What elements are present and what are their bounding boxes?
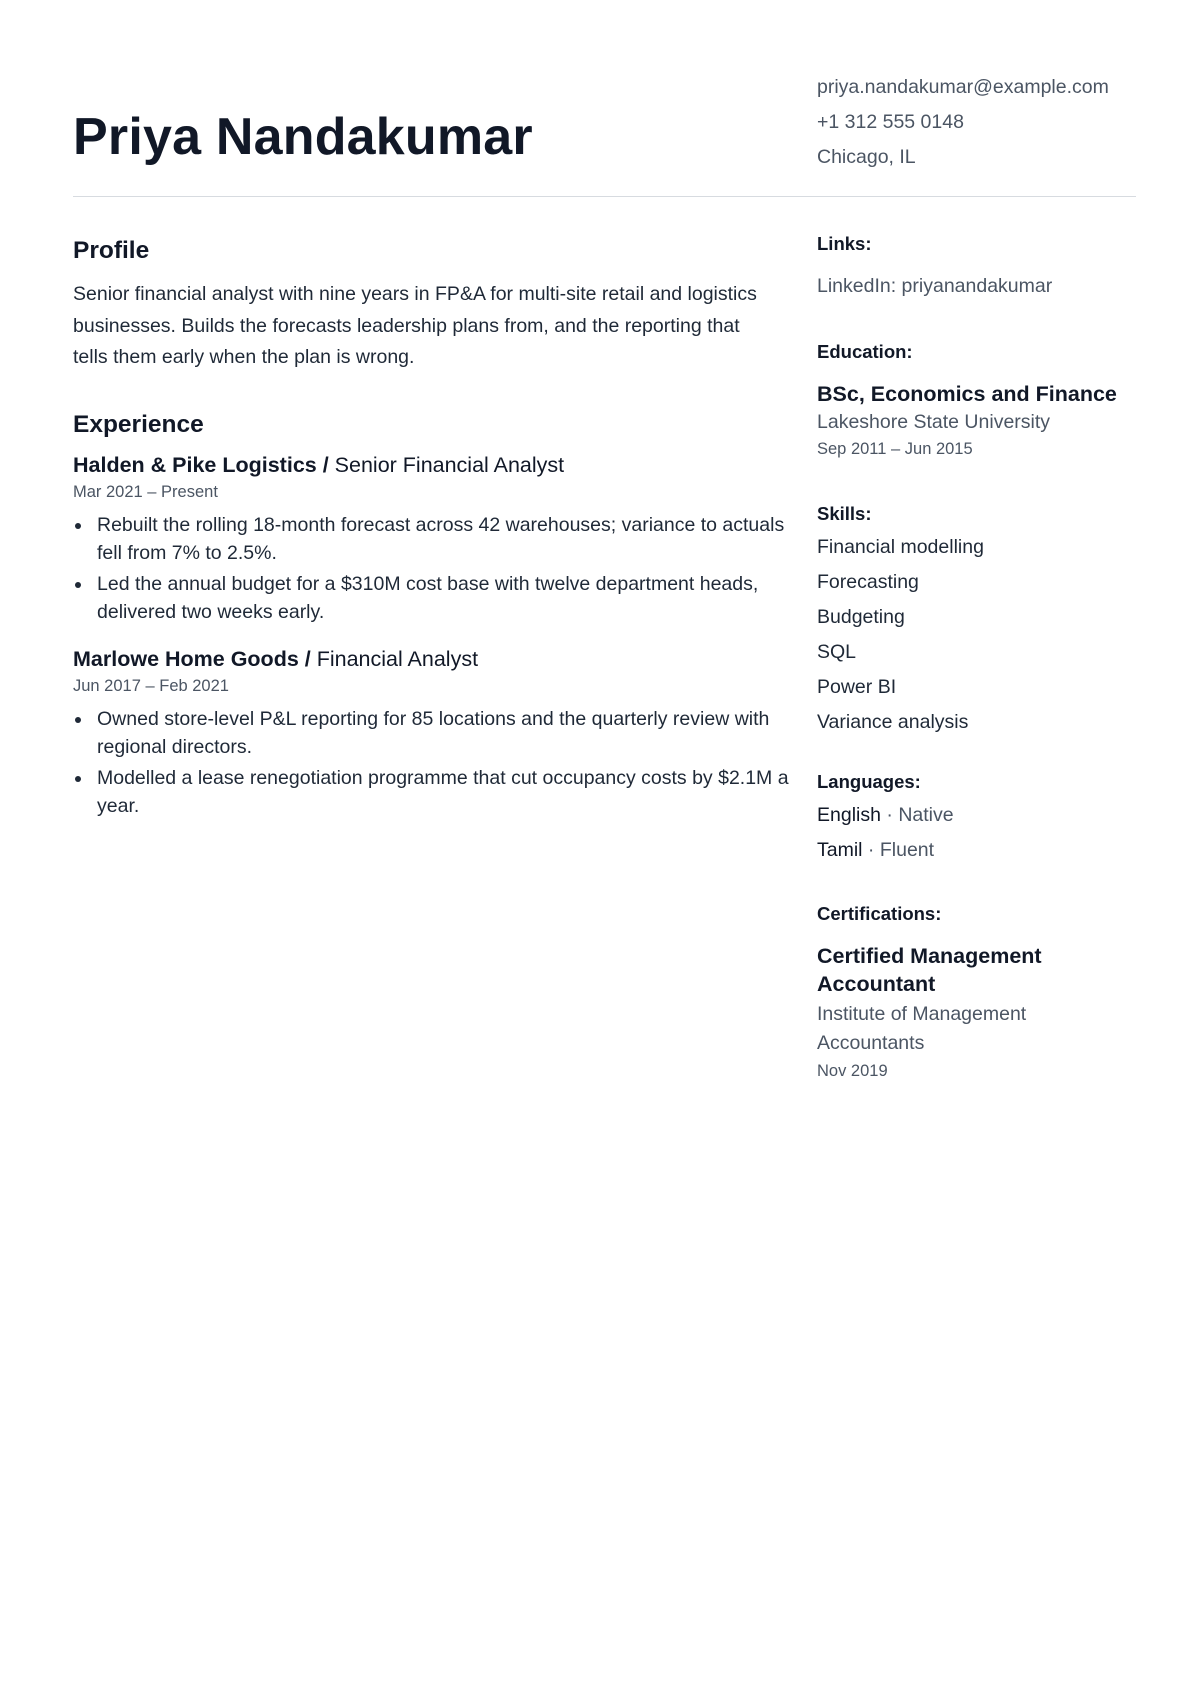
language-separator: · [880, 804, 899, 826]
language-level: Native [898, 804, 954, 826]
certifications-section [817, 900, 1147, 1084]
certifications-heading: Certifications: [817, 903, 942, 924]
education-degree: BSc, Economics and Finance [817, 382, 1117, 406]
language-level: Fluent [879, 839, 935, 861]
certification-date: Nov 2019 [817, 1062, 888, 1080]
skills-section [817, 500, 1147, 740]
job-company: Marlowe Home Goods [73, 646, 299, 671]
job-bullet-text: Modelled a lease renegotiation programme that cut occupancy costs by $2.1M a year. [97, 766, 789, 817]
header-divider [73, 196, 1136, 197]
job-bullet [73, 705, 797, 761]
job-bullet [73, 511, 797, 567]
certification-name: Certified Management Accountant [817, 944, 1042, 996]
bullet-dot-icon [75, 776, 81, 782]
languages-list [817, 798, 1147, 868]
experience-heading: Experience [73, 410, 204, 438]
job-heading [73, 449, 773, 481]
job-bullet [73, 570, 797, 626]
main-column [73, 233, 789, 823]
language-name: Tamil [817, 839, 863, 861]
location: Chicago, IL [817, 146, 916, 168]
job-bullets [73, 511, 785, 626]
job-separator: / [316, 452, 335, 477]
skill-item: Budgeting [817, 606, 905, 628]
education-heading: Education: [817, 341, 913, 362]
profile-summary: Senior financial analyst with nine years in FP&A for multi-site retail and logistics businesses. Builds the forecasts leadership plans from, and the reporting that tells them early when the plan is wrong. [73, 283, 757, 368]
bullet-dot-icon [75, 717, 81, 723]
language-separator: · [862, 839, 880, 861]
language-name: English [817, 804, 881, 826]
sidebar-column [817, 230, 1147, 1084]
languages-heading: Languages: [817, 771, 921, 792]
job-bullet [73, 764, 797, 820]
bullet-dot-icon [75, 582, 81, 588]
profile-section [73, 233, 773, 374]
job-bullet-text: Led the annual budget for a $310M cost base with twelve department heads, delivered two weeks early. [97, 572, 759, 623]
skill-item: Variance analysis [817, 711, 969, 733]
job-company: Halden & Pike Logistics [73, 452, 317, 477]
job-role: Financial Analyst [316, 646, 479, 671]
linkedin-link[interactable]: LinkedIn: priyanandakumar [817, 275, 1053, 297]
email-link[interactable]: priya.nandakumar@example.com [817, 76, 1109, 98]
skill-item: Power BI [817, 676, 897, 698]
skill-item: Forecasting [817, 571, 919, 593]
languages-section [817, 768, 1147, 868]
profile-heading: Profile [73, 237, 150, 264]
job-role: Senior Financial Analyst [334, 452, 565, 477]
language-item [817, 833, 1147, 868]
education-section [817, 338, 1147, 462]
job-dates: Jun 2017 – Feb 2021 [73, 676, 229, 695]
education-dates: Sep 2011 – Jun 2015 [817, 440, 973, 458]
skills-list [817, 530, 1147, 740]
bullet-dot-icon [75, 523, 81, 529]
links-heading: Links: [817, 233, 872, 254]
experience-section [73, 407, 789, 820]
certification-issuer: Institute of Management Accountants [817, 1003, 1027, 1054]
skill-item: Financial modelling [817, 536, 984, 558]
job-heading [73, 643, 773, 675]
skill-item: SQL [817, 641, 857, 663]
job-entry [73, 643, 789, 820]
education-school: Lakeshore State University [817, 411, 1051, 433]
job-bullet-text: Owned store-level P&L reporting for 85 locations and the quarterly review with regional directors. [97, 707, 770, 758]
job-dates: Mar 2021 – Present [73, 482, 218, 501]
job-entry [73, 449, 785, 626]
skills-heading: Skills: [817, 503, 872, 524]
job-bullet-text: Rebuilt the rolling 18-month forecast across 42 warehouses; variance to actuals fell from 7% to 2.5%. [97, 513, 785, 564]
language-item [817, 798, 1147, 833]
candidate-name: Priya Nandakumar [73, 108, 533, 166]
job-separator: / [298, 646, 317, 671]
job-bullets [73, 705, 789, 820]
contact-info [817, 70, 1137, 175]
links-section [817, 230, 1147, 300]
phone-number[interactable]: +1 312 555 0148 [817, 111, 964, 133]
